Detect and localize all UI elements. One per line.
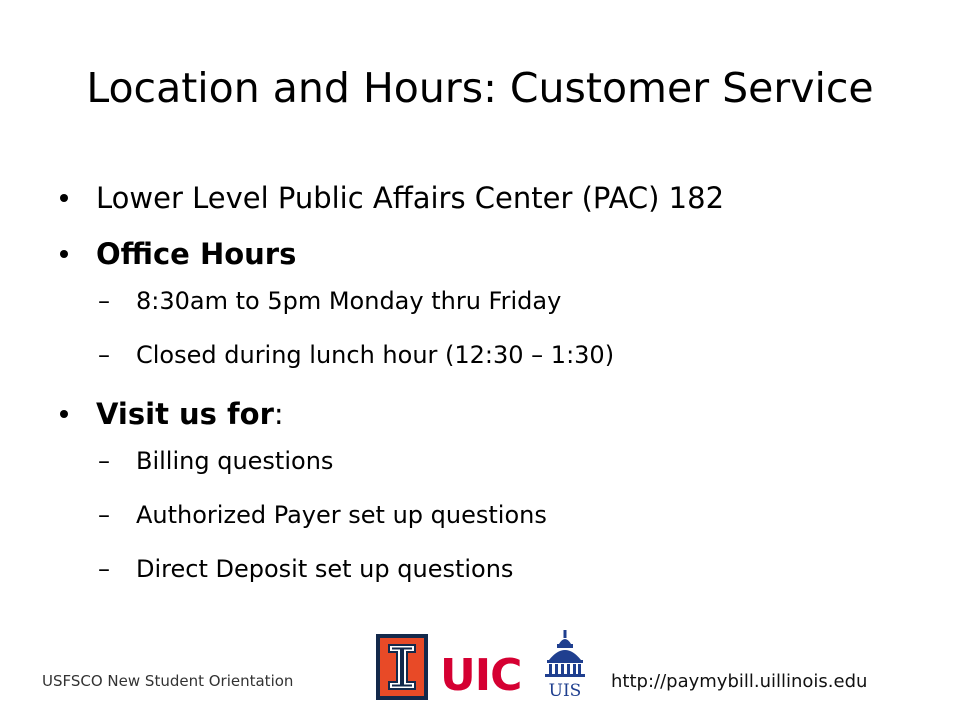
- dash-icon: –: [98, 341, 110, 369]
- university-logos: [376, 630, 596, 702]
- slide-title: Location and Hours: Customer Service: [86, 64, 874, 112]
- bullet-location: [58, 178, 918, 218]
- uis-dome-logo: [542, 630, 588, 700]
- subitem-text: Billing questions: [136, 447, 334, 475]
- footer-left-text: USFSCO New Student Orientation: [42, 672, 294, 690]
- bullet-dot-icon: [60, 250, 68, 258]
- footer-url[interactable]: http://paymybill.uillinois.edu: [611, 671, 868, 692]
- bullet-visit-us: [58, 394, 918, 434]
- subitem-hours: [58, 286, 918, 316]
- subitem-text: Direct Deposit set up questions: [136, 555, 514, 583]
- bullet-text: Office Hours: [96, 237, 297, 271]
- bullet-dot-icon: [60, 410, 68, 418]
- subitem-text: Authorized Payer set up questions: [136, 501, 547, 529]
- uic-logo: UIC: [440, 650, 522, 701]
- dash-icon: –: [98, 447, 110, 475]
- uiuc-block-i-logo: [376, 634, 428, 700]
- dash-icon: –: [98, 287, 110, 315]
- subitem-direct-deposit: [58, 554, 918, 584]
- bullet-office-hours: [58, 234, 918, 274]
- bullet-text-bold: Visit us for: [96, 397, 274, 431]
- subitem-authorized-payer: [58, 500, 918, 530]
- dash-icon: –: [98, 555, 110, 583]
- bullet-text-rest: :: [273, 397, 284, 431]
- bullet-dot-icon: [60, 194, 68, 202]
- subitem-billing: [58, 446, 918, 476]
- bullet-text: Lower Level Public Affairs Center (PAC) 182: [96, 181, 725, 215]
- subitem-lunch: [58, 340, 918, 370]
- uis-logo-text: UIS: [548, 681, 582, 700]
- dash-icon: –: [98, 501, 110, 529]
- subitem-text: Closed during lunch hour (12:30 – 1:30): [136, 341, 615, 369]
- subitem-text: 8:30am to 5pm Monday thru Friday: [136, 287, 562, 315]
- slide-content: [58, 178, 918, 584]
